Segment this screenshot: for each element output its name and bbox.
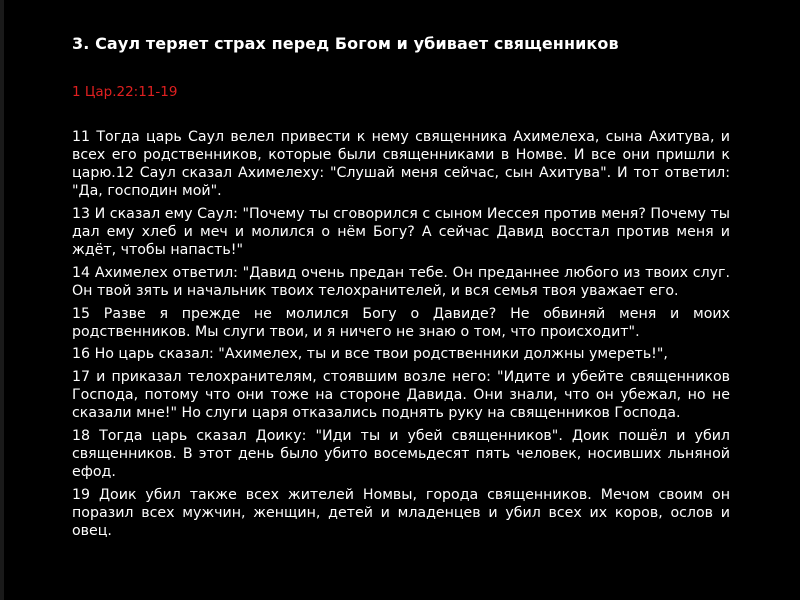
verse-paragraph: 19 Доик убил также всех жителей Номвы, города священников. Мечом своим он поразил всех мужчин, женщин, детей и младенцев и убил всех их коров, ослов и овец.	[72, 486, 730, 540]
verse-paragraph: 13 И сказал ему Саул: "Почему ты сговорился с сыном Иессея против меня? Почему ты дал ему хлеб и меч и молился о нём Богу? А сейчас Давид восстал против меня и ждёт, чтобы напасть!"	[72, 205, 730, 259]
verse-paragraph: 18 Тогда царь сказал Доику: "Иди ты и убей священников". Доик пошёл и убил священников. В этот день было убито восемьдесят пять человек, носивших льняной ефод.	[72, 427, 730, 481]
verse-paragraph: 14 Ахимелех ответил: "Давид очень предан тебе. Он преданнее любого из твоих слуг. Он твой зять и начальник твоих телохранителей, и вся семья твоя уважает его.	[72, 264, 730, 299]
verse-paragraph: 11 Тогда царь Саул велел привести к нему священника Ахимелеха, сына Ахитува, и всех его родственников, которые были священниками в Номве. И все они пришли к царю.12 Саул сказал Ахимелеху: "Слушай меня сейчас, сын Ахитува". И тот ответил: "Да, господин мой".	[72, 129, 730, 200]
scripture-text	[72, 128, 730, 545]
scripture-reference: 1 Цар.22:11-19	[72, 84, 178, 100]
verse-paragraph: 15 Разве я прежде не молился Богу о Давиде? Не обвиняй меня и моих родственников. Мы слуги твои, и я ничего не знаю о том, что происходит".	[72, 305, 730, 340]
verse-paragraph: 16 Но царь сказал: "Ахимелех, ты и все твои родственники должны умереть!",	[72, 346, 668, 363]
verse-paragraph: 17 и приказал телохранителям, стоявшим возле него: "Идите и убейте священников Господа, потому что они тоже на стороне Давида. Они знали, что он убежал, но не сказали мне!" Но слуги царя отказались поднять руку на священников Господа.	[72, 369, 730, 422]
slide-title: 3. Саул теряет страх перед Богом и убивает священников	[72, 34, 619, 53]
